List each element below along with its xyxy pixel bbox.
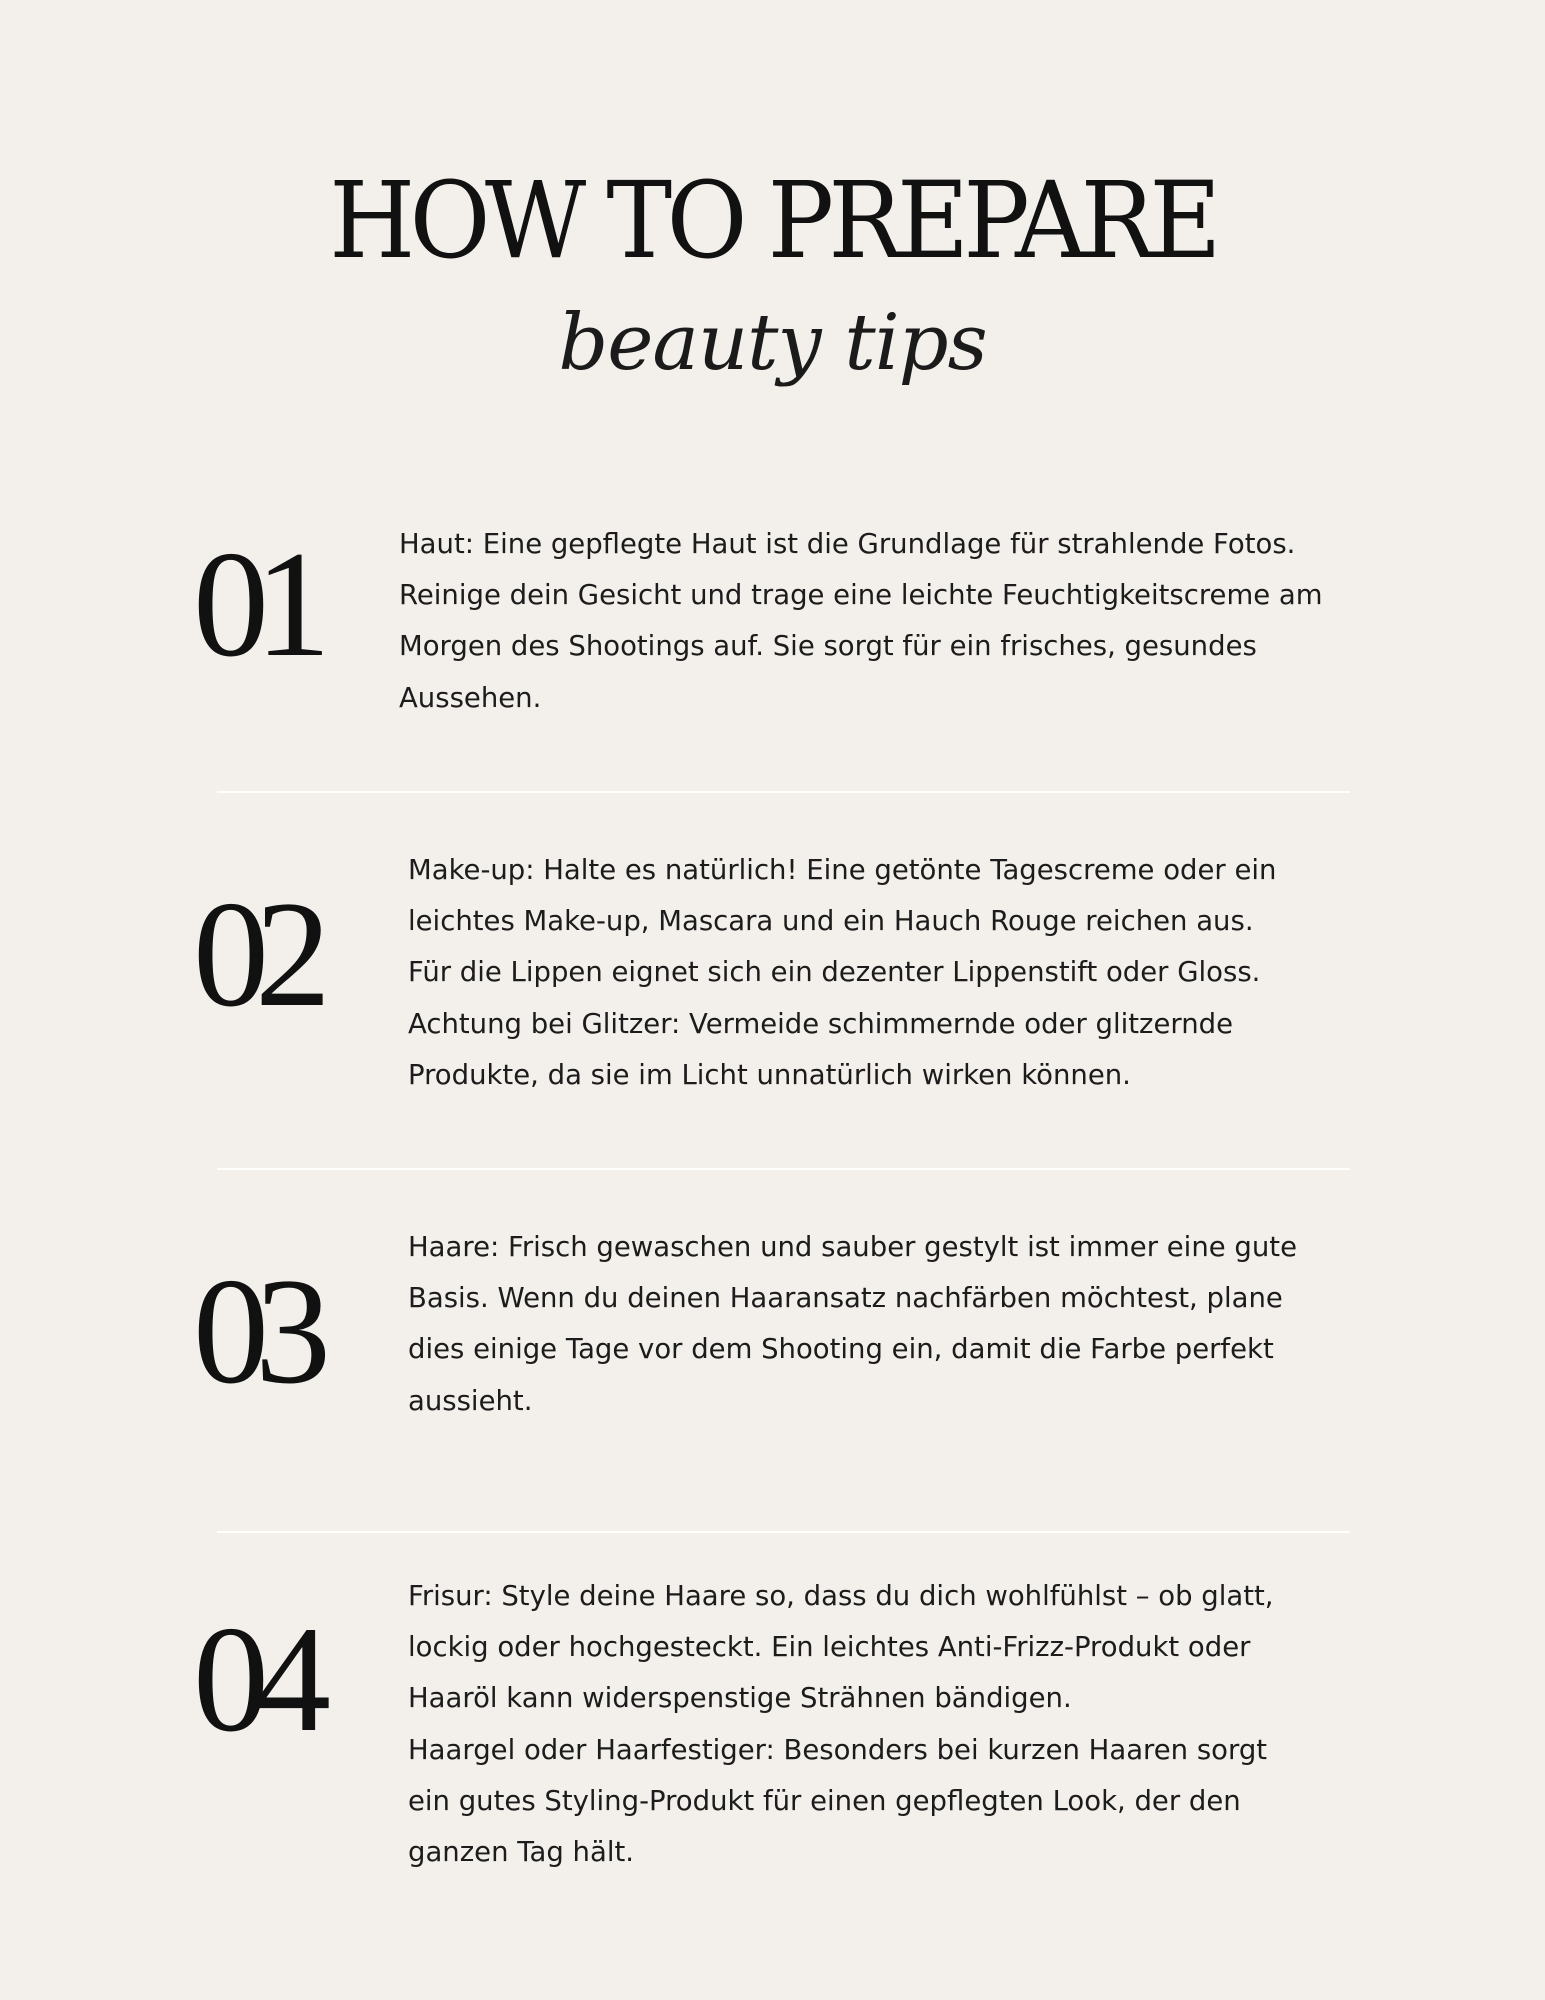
tip-text-line: dies einige Tage vor dem Shooting ein, damit die Farbe perfekt	[408, 1333, 1274, 1366]
tip-number: 02	[193, 870, 317, 1038]
tip-text-line: Produkte, da sie im Licht unnatürlich wirken können.	[408, 1058, 1131, 1091]
tip-text	[408, 1571, 1368, 1878]
tip-text-line: lockig oder hochgesteckt. Ein leichtes Anti-Frizz-Produkt oder	[408, 1631, 1251, 1664]
tip-text	[408, 845, 1368, 1101]
tip-text-line: Aussehen.	[399, 681, 542, 714]
tip-text-line: Morgen des Shootings auf. Sie sorgt für ein frisches, gesundes	[399, 630, 1257, 663]
divider	[217, 1168, 1350, 1170]
divider	[217, 791, 1350, 793]
tip-text-line: Haare: Frisch gewaschen und sauber gestylt ist immer eine gute	[408, 1231, 1297, 1263]
tip-text-line: Basis. Wenn du deinen Haaransatz nachfärben möchtest, plane	[408, 1282, 1283, 1315]
tip-text-line: Make-up: Halte es natürlich! Eine getönte Tagescreme oder ein	[408, 854, 1277, 886]
page-title: HOW TO PREPARE	[329, 159, 1216, 282]
tip-number: 01	[193, 520, 317, 688]
tip-text-line: ein gutes Styling-Produkt für einen gepflegten Look, der den	[408, 1784, 1241, 1817]
tip-text-line: Haaröl kann widerspenstige Strähnen bändigen.	[408, 1682, 1072, 1715]
tip-text	[399, 519, 1359, 724]
tip-text-line: aussieht.	[408, 1384, 533, 1417]
divider	[217, 1531, 1350, 1533]
tip-text-line: Reinige dein Gesicht und trage eine leichte Feuchtigkeitscreme am	[399, 579, 1323, 612]
tip-number: 04	[193, 1595, 317, 1763]
page-subtitle: beauty tips	[558, 298, 987, 388]
tip-text-line: leichtes Make-up, Mascara und ein Hauch Rouge reichen aus.	[408, 905, 1254, 938]
tip-text-line: Achtung bei Glitzer: Vermeide schimmernde oder glitzernde	[408, 1007, 1234, 1040]
tip-text-line: Für die Lippen eignet sich ein dezenter Lippenstift oder Gloss.	[408, 956, 1261, 989]
tip-text-line: Haut: Eine gepflegte Haut ist die Grundlage für strahlende Fotos.	[399, 528, 1296, 560]
tip-text-line: Frisur: Style deine Haare so, dass du dich wohlfühlst – ob glatt,	[408, 1580, 1274, 1612]
tip-number: 03	[193, 1247, 317, 1415]
tip-text-line: ganzen Tag hält.	[408, 1836, 635, 1869]
tip-text	[408, 1222, 1368, 1427]
tip-text-line: Haargel oder Haarfestiger: Besonders bei kurzen Haaren sorgt	[408, 1733, 1268, 1766]
